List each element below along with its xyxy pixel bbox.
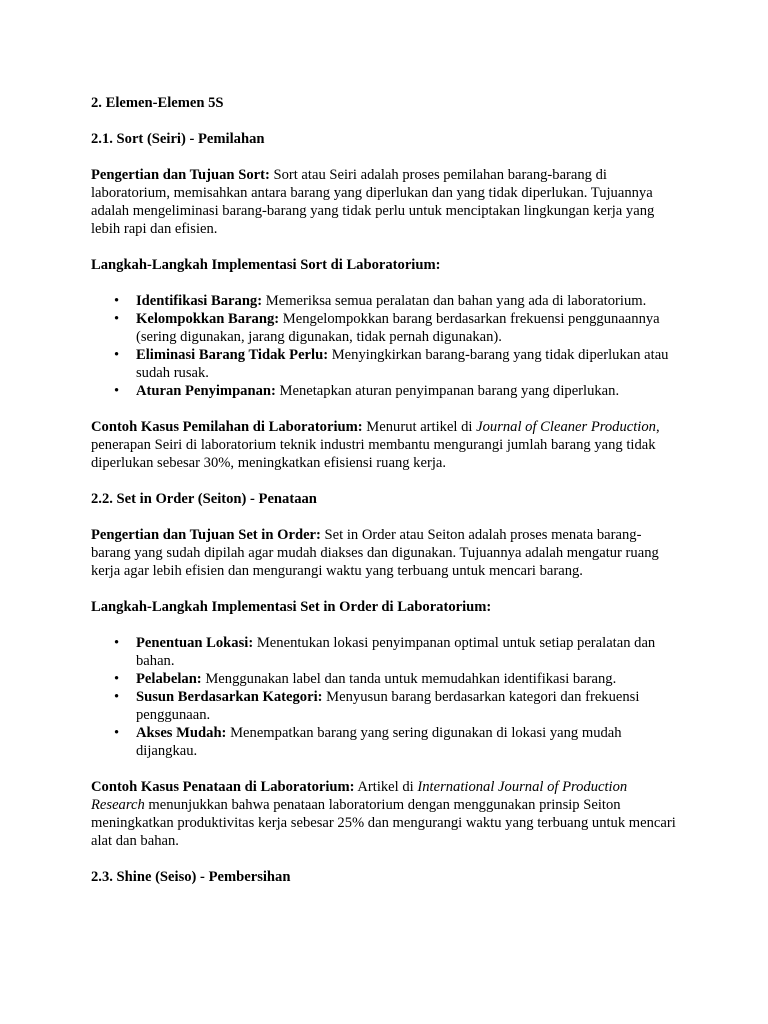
sort-heading: 2.1. Sort (Seiri) - Pemilahan: [91, 131, 265, 147]
list-item-label: Penentuan Lokasi:: [136, 635, 254, 651]
seiton-case-label: Contoh Kasus Penataan di Laboratorium:: [91, 779, 355, 795]
sort-case-pre: Menurut artikel di: [362, 419, 477, 435]
list-item-label: Identifikasi Barang:: [136, 293, 263, 309]
seiton-steps-heading: Langkah-Langkah Implementasi Set in Order di Laboratorium:: [91, 599, 492, 615]
list-item-text: Mengelompokkan barang berdasarkan frekuensi penggunaannya (sering digunakan, jarang digunakan, tidak pernah digunakan).: [136, 311, 660, 345]
list-item: [114, 688, 680, 724]
seiton-case: [91, 778, 680, 850]
shine-heading: 2.3. Shine (Seiso) - Pembersihan: [91, 869, 291, 885]
list-item: [114, 346, 680, 382]
list-item-label: Pelabelan:: [136, 671, 202, 687]
sort-steps-list: [91, 292, 680, 400]
seiton-definition: [91, 526, 680, 580]
list-item-text: Memeriksa semua peralatan dan bahan yang ada di laboratorium.: [262, 293, 647, 309]
seiton-heading: 2.2. Set in Order (Seiton) - Penataan: [91, 491, 317, 507]
list-item: [114, 382, 680, 400]
seiton-definition-text: Set in Order atau Seiton adalah proses menata barang-barang yang sudah dipilah agar mudah diakses dan digunakan. Tujuannya adalah mengatur ruang kerja agar lebih efisien dan mengurangi waktu yang terbuang untuk mencari barang.: [91, 527, 659, 579]
list-item-text: Menentukan lokasi penyimpanan optimal untuk setiap peralatan dan bahan.: [136, 635, 656, 669]
list-item-text: Menetapkan aturan penyimpanan barang yang diperlukan.: [275, 383, 620, 399]
seiton-case-journal: International Journal of Production Research: [91, 779, 628, 813]
list-item: [114, 670, 680, 688]
seiton-case-pre: Artikel di: [354, 779, 418, 795]
list-item: [114, 724, 680, 760]
list-item-text: Menggunakan label dan tanda untuk memudahkan identifikasi barang.: [201, 671, 617, 687]
seiton-case-post: menunjukkan bahwa penataan laboratorium dengan menggunakan prinsip Seiton meningkatkan produktivitas kerja sebesar 25% dan mengurangi waktu yang terbuang untuk mencari alat dan bahan.: [91, 797, 676, 849]
sort-case-journal: Journal of Cleaner Production: [476, 419, 656, 435]
list-item-label: Aturan Penyimpanan:: [136, 383, 276, 399]
seiton-definition-label: Pengertian dan Tujuan Set in Order:: [91, 527, 321, 543]
sort-definition-text: Sort atau Seiri adalah proses pemilahan barang-barang di laboratorium, memisahkan antara barang yang diperlukan dan yang tidak diperlukan. Tujuannya adalah mengeliminasi barang-barang yang tidak perlu untuk menciptakan lingkungan kerja yang lebih rapi dan efisien.: [91, 167, 655, 237]
bullet-icon: •: [114, 725, 120, 741]
sort-definition: [91, 166, 680, 238]
bullet-icon: •: [114, 383, 120, 399]
section-title: 2. Elemen-Elemen 5S: [91, 95, 224, 111]
list-item-label: Eliminasi Barang Tidak Perlu:: [136, 347, 329, 363]
bullet-icon: •: [114, 671, 120, 687]
list-item: [114, 310, 680, 346]
list-item-text: Menempatkan barang yang sering digunakan di lokasi yang mudah dijangkau.: [136, 725, 622, 759]
list-item-text: Menyingkirkan barang-barang yang tidak diperlukan atau sudah rusak.: [136, 347, 669, 381]
bullet-icon: •: [114, 635, 120, 651]
bullet-icon: •: [114, 293, 120, 309]
list-item-label: Susun Berdasarkan Kategori:: [136, 689, 323, 705]
sort-steps-heading: Langkah-Langkah Implementasi Sort di Laboratorium:: [91, 257, 441, 273]
bullet-icon: •: [114, 347, 120, 363]
sort-case: [91, 418, 680, 472]
sort-case-label: Contoh Kasus Pemilahan di Laboratorium:: [91, 419, 363, 435]
list-item-text: Menyusun barang berdasarkan kategori dan frekuensi penggunaan.: [136, 689, 640, 723]
list-item-label: Akses Mudah:: [136, 725, 227, 741]
list-item: [114, 292, 680, 310]
seiton-steps-list: [91, 634, 680, 760]
sort-definition-label: Pengertian dan Tujuan Sort:: [91, 167, 270, 183]
list-item: [114, 634, 680, 670]
bullet-icon: •: [114, 311, 120, 327]
sort-case-post: , penerapan Seiri di laboratorium teknik industri membantu mengurangi jumlah barang yang tidak diperlukan sebesar 30%, meningkatkan efisiensi ruang kerja.: [91, 419, 660, 471]
list-item-label: Kelompokkan Barang:: [136, 311, 280, 327]
bullet-icon: •: [114, 689, 120, 705]
